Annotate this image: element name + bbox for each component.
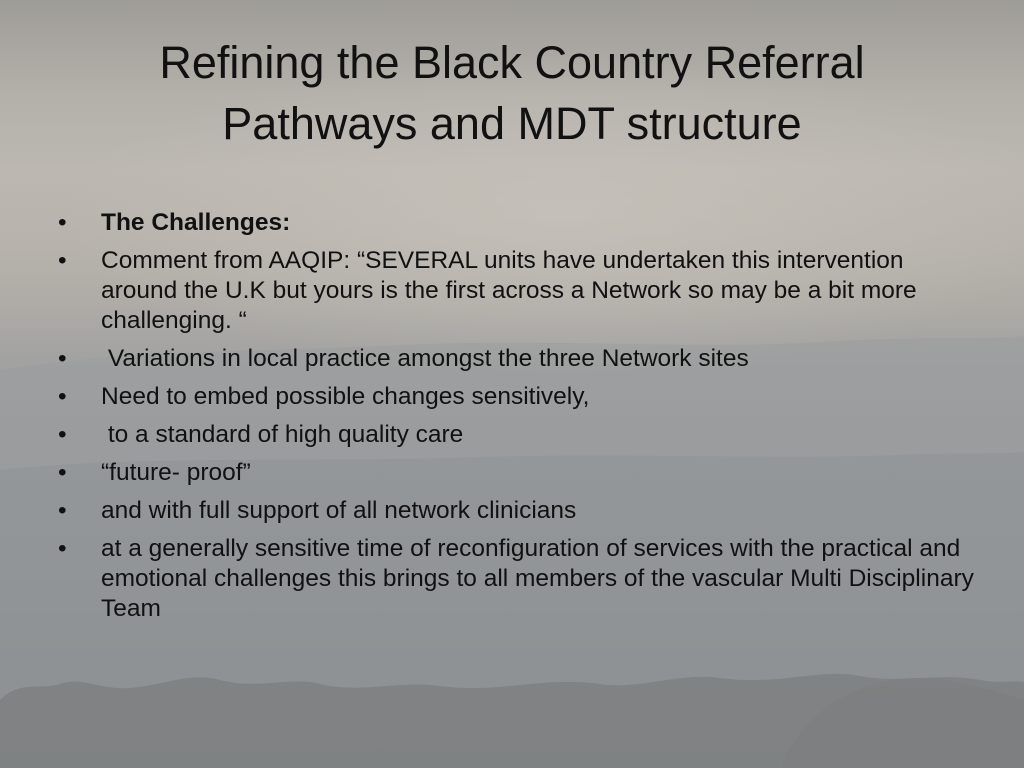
bullet-text: at a generally sensitive time of reconfiguration of services with the practical and emotional challenges this brings to all members of the vascular Multi Disciplinary Team <box>101 535 981 622</box>
bullet-point-icon: • <box>58 497 67 524</box>
title-line-1: Refining the Black Country Referral <box>159 37 865 88</box>
bullet-item <box>58 458 978 488</box>
bullet-item <box>58 534 981 624</box>
bullet-item <box>58 420 978 450</box>
bullet-text: Comment from AAQIP: “SEVERAL units have undertaken this intervention around the U.K but yours is the first across a Network so may be a bit more challenging. “ <box>101 247 924 334</box>
bullet-point-icon: • <box>58 209 67 236</box>
bullet-point-icon: • <box>58 383 67 410</box>
slide-title <box>60 32 964 154</box>
bullet-text: and with full support of all network clinicians <box>101 497 577 524</box>
bullet-item <box>58 382 978 412</box>
bullet-point-icon: • <box>58 345 67 372</box>
bullet-item <box>58 344 978 374</box>
title-line-2: Pathways and MDT structure <box>222 98 802 149</box>
bullet-item <box>58 208 978 238</box>
bullet-item <box>58 496 978 526</box>
bullet-point-icon: • <box>58 421 67 448</box>
bullet-text: to a standard of high quality care <box>101 421 464 448</box>
bullet-point-icon: • <box>58 459 67 486</box>
bullet-text: Variations in local practice amongst the three Network sites <box>101 345 749 372</box>
bullet-point-icon: • <box>58 535 67 562</box>
bullet-list <box>58 208 981 632</box>
bullet-text: “future- proof” <box>101 459 251 486</box>
bullet-text: Need to embed possible changes sensitively, <box>101 383 590 410</box>
bullet-item <box>58 246 978 336</box>
bullet-text: The Challenges: <box>101 209 291 236</box>
bullet-point-icon: • <box>58 247 67 274</box>
